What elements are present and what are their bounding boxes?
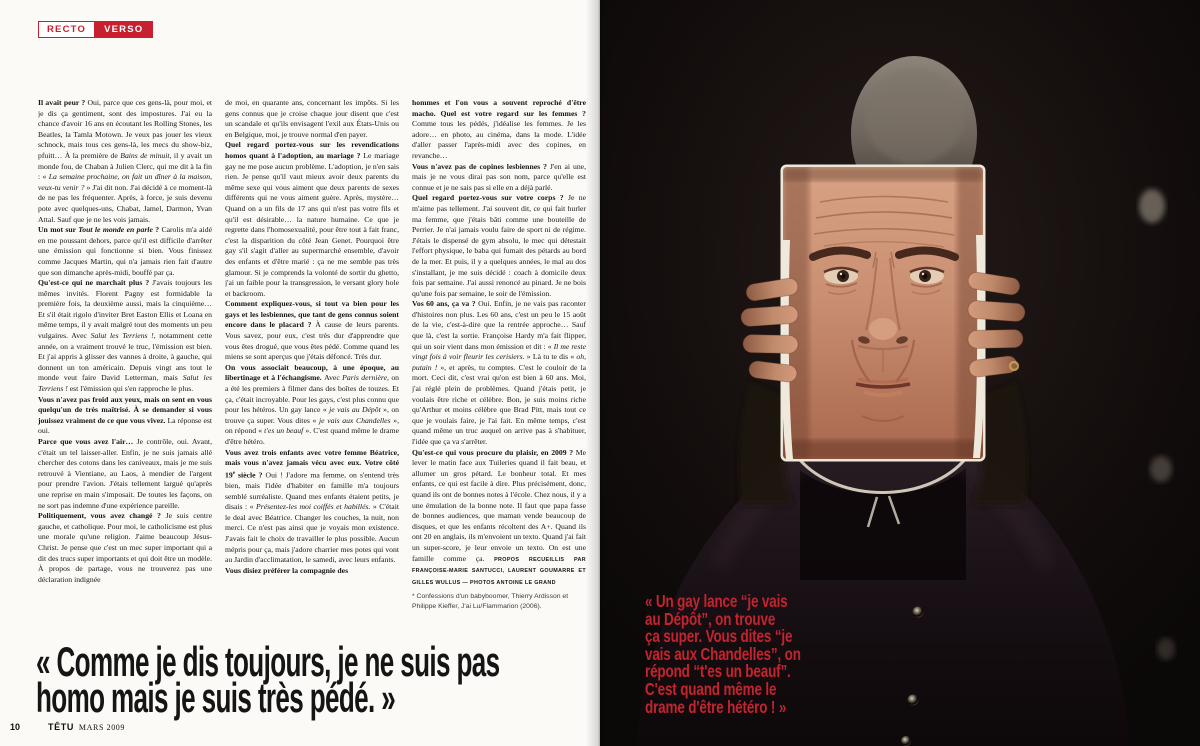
- paragraph: Quel regard portez-vous sur votre corps ? Je ne m'aime pas tellement. J'ai souvent dit, ce qui fait hurler ma femme, que j'étais bâti comme une bouteille de Perrier. Je n'ai jamais voulu faire de sport ni de régime. J'étais le dispensé de gym absolu, le mec qui détestait l'effort physique, le baba qui fumait des pétards au bord de la mer. Et puis, il y a quelques années, le mal au dos s'installant, je me suis décidé : coach à domicile deux fois par semaine. J'ai aussi renoncé au pinard. Je ne bois qu'une fois par semaine, le soir de l'émission.: [412, 193, 586, 298]
- paragraph: On vous associait beaucoup, à une époque, au libertinage et à l'échangisme. Avec Paris dernière, on a été les premiers à filmer dans des boîtes de touzes. Et ça, c'était incroyable. Pour les gays, c'est plus connu que pour les hétéros. Un gay lance « je vais au Dépôt », on trouve ça super. Vous dites « je vais aux Chandelles », on répond « t'es un beauf ». C'est quand même le drame d'être hétéro.: [225, 362, 399, 446]
- recto-verso-badge: [38, 21, 153, 38]
- footnote: * Confessions d'un babyboomer, Thierry Ardisson et Philippe Kieffer, J'ai Lu/Flammarion (2006).: [412, 593, 569, 610]
- paragraph: Comment expliquez-vous, si tout va bien pour les gays et les lesbiennes, que tant de gens connus soient encore dans le placard ? À cause de leurs parents. Vous savez, pour eux, c'est très dur d'apprendre que vous êtes drogué, que vous êtes pédé. Comme quand les miens se sont aperçus que j'étais défoncé. Très dur.: [225, 299, 399, 362]
- magazine-name: TÊTU: [48, 722, 74, 732]
- page-footer: [10, 722, 125, 732]
- paragraph: hommes et l'on vous a souvent reproché d'être macho. Quel est votre regard sur les femmes ? Comme tous les pédés, j'idéalise les femmes. Je les adore… en photo, au cinéma, dans la mode. L'idée d'aller passer l'après-midi avec des copines, en revanche…: [412, 98, 586, 160]
- paragraph: Qu'est-ce qui vous procure du plaisir, en 2009 ? Me lever le matin face aux Tuileries quand il fait beau, et allumer un gros pétard. Le bonheur total. Et mes enfants, ce qui est facile à dire. Plus précisément, donc, quand ils ont de bonnes notes à l'école. Chez nous, il y a une émulation de la bonne note. Il faut que papa fasse de bonnes audiences, que maman vende beaucoup de disques, et que les enfants récoltent des A+. Quand ils ont 20 en anglais, ils m'envoient un texto. Quand j'ai fait un super-score, je leur envoie un texto. On est une famille comme ça. PROPOS RECUEILLIS PAR FRANÇOISE-MARIE SANTUCCI, LAURENT GOUMARRE ET GILLES WULLUS — PHOTOS ANTOINE LE GRAND: [412, 447, 586, 586]
- pull-quote: « Comme je dis toujours, je ne suis pas homo mais je suis très pédé. »: [36, 638, 500, 721]
- paragraph: Politiquement, vous avez changé ? Je suis centre gauche, et catholique. Pour moi, le catholicisme est plus une morale qu'une religion. J'aime beaucoup Jésus-Christ. Je pense que c'est un mec super important qui a dit des trucs super importants et qui doit être un modèle. À propos de partage, vous ne trouverez pas une déclaration indignée: [38, 511, 212, 584]
- paragraph: Vous avez trois enfants avec votre femme Béatrice, mais vous n'avez jamais vécu avec eux. Votre côté 19e siècle ? Oui ! J'adore ma femme, on s'entend très bien, mais l'idée d'habiter en famille m'a toujours semblé surréaliste. Quand mes enfants étaient petits, je disais : « Présentez-les moi coiffés et habillés. » C'était le deal avec Béatrice. Changer les couches, la nuit, non merci. Ce n'est pas ainsi que je voyais mon existence. J'avais fait le choix de travailler le plus possible. Aucun mépris pour ça, mais j'adore charrier mes potes qui vont au Jardin d'acclimatation, le samedi, avec leurs enfants.: [225, 447, 399, 565]
- paragraph: Vous disiez préférer la compagnie des: [225, 565, 349, 575]
- article-column-3: [412, 98, 586, 651]
- paragraph: de moi, en quarante ans, concernant les impôts. Si les gens connus que je croise chaque jour disent que c'est un scandale et qu'ils envisagent l'exil aux États-Unis ou en Belgique, moi, je trouve normal d'en payer.: [225, 98, 399, 139]
- paragraph: Il avait peur ? Oui, parce que ces gens-là, pour moi, et je dis ça gentiment, sont des impostures. J'ai eu la chance d'avoir 16 ans en écoutant les Rolling Stones, les Beatles, la Tamla Motown. Je veux pas jouer les vieux schnock, mais tous ces gens-là, les mecs du show-biz, pfuitt… À la première de Bains de minuit, il y avait un monde fou, de Chaban à Julien Clerc, qui me dit à la fin : « La semaine prochaine, on fait un dîner à la maison, veux-tu venir ? » J'ai dit non. J'ai décidé à ce moment-là de ne pas les fréquenter. Après, à force, je suis devenu pote avec quelques-uns, Chabat, Jamel, Darmon, Yvan Attal. Sauf que je ne les vois jamais.: [38, 98, 212, 224]
- paragraph: Vous n'avez pas froid aux yeux, mais on sent en vous quelqu'un de très maîtrisé. À se demander si vous jouissez vraiment de ce que vous vivez. La réponse est oui.: [38, 394, 212, 436]
- page-number: 10: [10, 722, 21, 732]
- article-column-1: [38, 98, 212, 651]
- issue-date: MARS 2009: [78, 723, 125, 732]
- badge-verso-label: VERSO: [95, 21, 153, 38]
- article-column-2: [225, 98, 399, 651]
- right-page: [600, 0, 1200, 746]
- badge-recto-label: RECTO: [38, 21, 95, 38]
- paragraph: Qu'est-ce qui ne marchait plus ? J'avais toujours les mêmes invités. Florent Pagny est formidable la première fois, la deuxième aussi, mais la cinquième… Et s'il était rigolo d'inviter Bret Easton Ellis et Loana en même temps, il y avait malgré tout des moments un peu vulgaires. Avec Salut les Terriens !, notamment cette année, on a vraiment trouvé le truc, l'émission est bien. Et j'ai appris à glisser des vannes à droite, à gauche, qui donnent un ton américain. Depuis vingt ans tout le monde veut faire David Letterman, mais Salut les Terriens ! est l'émission qui s'en rapproche le plus.: [38, 278, 212, 394]
- paragraph: Parce que vous avez l'air… Je contrôle, oui. Avant, c'était un tel laisser-aller. Enfin, je ne suis jamais allé chercher des cotons dans les caniveaux, mais je me suis retrouvé à Vientiane, au Laos, à mendier de l'argent pour prendre l'avion. J'étais tellement largué qu'après une reprise en main s'imposait. De toutes les façons, on ne sort pas indemne d'une expérience pareille.: [38, 437, 212, 510]
- article-body: [38, 98, 586, 651]
- paragraph: Quel regard portez-vous sur les revendications homos quant à l'adoption, au mariage ? Le mariage gay ne me pose aucun problème. L'adoption, je n'en sais rien. Je pense qu'il vaut mieux avoir deux parents du même sexe qui vous aiment que deux parents de sexes différents qui ne vous aiment guère. Après, mystère… Quand on a un fils de 17 ans qui n'est pas votre fils et qu'il est désirable… la nature humaine. Ce que je regrette dans l'homosexualité, pour être tout à fait franc, c'est la disparition du côté Jean Genet. Pourquoi être gay s'il s'agit d'aller au supermarché ensemble, d'avoir des enfants et d'être marié : ça ne me semble pas très glamour. Si je comprends la volonté de sortir du ghetto, j'ai un faible pour la transgression, le versant glory hole et backroom.: [225, 140, 399, 298]
- photo-pull-quote: « Un gay lance “je vais au Dépôt”, on trouve ça super. Vous dites “je vais aux Chandelles”, on répond “t'es un beauf”. C'est quand même le drame d'être hétéro ! »: [645, 591, 801, 717]
- paragraph: Vous n'avez pas de copines lesbiennes ? J'en ai une, mais je ne vous dirai pas son nom, parce qu'elle est connue et je ne sais pas si elle en a déjà parlé.: [412, 161, 586, 192]
- paragraph: Vos 60 ans, ça va ? Oui. Enfin, je ne vais pas raconter d'histoires non plus. Les 60 ans, c'est un peu le 15 août de la vie, c'est-à-dire que la rentrée approche… Sauf que là, c'est la sortie. Françoise Hardy m'a fait flipper, qui un soir vient dans mon émission et dit : « Il me reste vingt fois à voir fleurir les cerisiers. » Là tu te dis « oh, putain ! », et après, tu comptes. C'est le couloir de la mort. Ceci dit, c'est vrai qu'on est bien à 60 ans. Moi, j'ai réglé plein de problèmes. Quand j'étais petit, je voulais être riche et célèbre. Bon, je suis moins riche qu'Arthur et moins célèbre que Brad Pitt, mais tout ce que je voulais faire, je l'ai fait. En même temps, c'est quand même un truc auquel on arrive pas à s'habituer, l'idée que ça va s'arrêter.: [412, 299, 586, 446]
- paragraph: Un mot sur Tout le monde en parle ? Carolis m'a aidé en me poussant dehors, parce qu'il est difficile d'arrêter une émission qui fonctionne si bien. Vous finissez comme Jacques Martin, qui n'a jamais rien fait d'autre que son dimanche après-midi, bouffé par ça.: [38, 225, 212, 277]
